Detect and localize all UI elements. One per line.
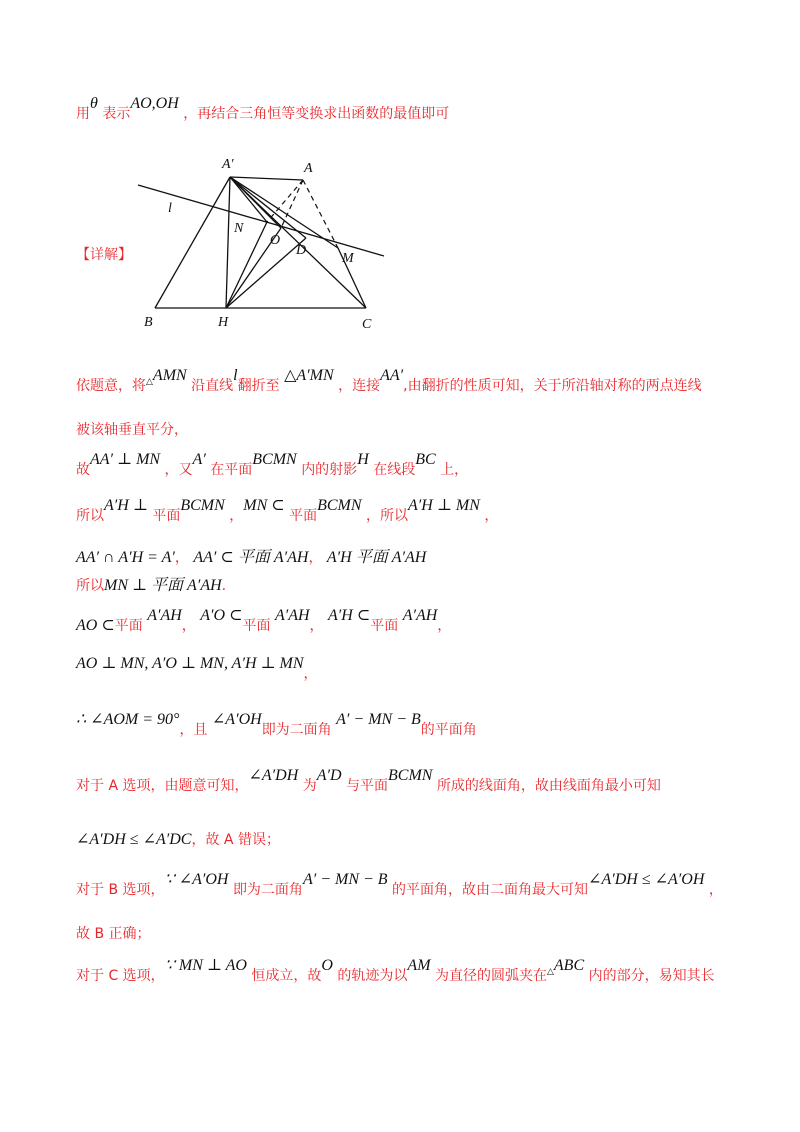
- geometry-diagram: [130, 150, 400, 335]
- segment-A1-M: [230, 177, 338, 248]
- label-H: H: [218, 315, 229, 330]
- segment-H-N: [226, 222, 267, 308]
- text-line-2: 依题意，将△AMN 沿直线l翻折至 △A′MN ，连接AA′,由翻折的性质可知，关于所沿轴对称的两点连线: [76, 367, 702, 394]
- text-line-9: AO ⊥ MN, A′O ⊥ MN, A′H ⊥ MN，: [76, 655, 318, 682]
- label-M: M: [342, 251, 354, 266]
- segment-A1-A: [230, 177, 303, 180]
- label-O: O: [270, 233, 281, 248]
- text-line-8: AO ⊂平面 A′AH， A′O ⊂平面 A′AH， A′H ⊂平面 A′AH，: [76, 607, 452, 634]
- segment-A1-B: [155, 177, 230, 308]
- text-line-15: 对于 C 选项，∵ MN ⊥ AO 恒成立，故O 的轨迹为以AM 为直径的圆弧夹在△ABC 内的部分，易知其长: [76, 957, 715, 984]
- segment-H-D: [226, 238, 306, 308]
- text-line-5: 所以A′H ⊥ 平面BCMN ，MN ⊂ 平面BCMN ，所以A′H ⊥ MN ，: [76, 497, 499, 524]
- text-line-12: ∠A′DH ≤ ∠A′DC，故 A 错误；: [76, 831, 280, 848]
- text-line-6: AA′ ∩ A′H = A′， AA′ ⊂ 平面 A′AH， A′H 平面 A′AH: [76, 549, 427, 566]
- theta-symbol: θ: [90, 95, 98, 112]
- label-C: C: [362, 317, 372, 332]
- label-B: B: [144, 315, 153, 330]
- text-line-11: 对于 A 选项，由题意可知，∠A′DH 为A′D 与平面BCMN 所成的线面角，故由线面角最小可知: [76, 767, 661, 794]
- text-line-7: 所以MN ⊥ 平面 A′AH.: [76, 577, 227, 594]
- text-line-13: 对于 B 选项，∵ ∠A′OH 即为二面角A′ − MN − B 的平面角，故由二面角最大可知∠A′DH ≤ ∠A′OH ，: [76, 871, 723, 898]
- label-A1: A′: [222, 157, 234, 172]
- label-D: D: [296, 243, 307, 258]
- label-N: N: [234, 221, 244, 236]
- text-line-4: 故AA′ ⊥ MN ，又A′ 在平面BCMN 内的射影H 在线段BC 上，: [76, 451, 469, 478]
- text-line-10: ∴ ∠AOM = 90°，且 ∠A′OH即为二面角 A′ − MN − B的平面角: [76, 711, 477, 738]
- line-l: [138, 185, 384, 256]
- text-line-3: 被该轴垂直平分，: [76, 422, 188, 438]
- dashed-A-N: [267, 180, 303, 222]
- label-l: l: [168, 201, 172, 216]
- segment-A1-N: [230, 177, 267, 222]
- intro-line: 用θ 表示AO,OH ，再结合三角恒等变换求出函数的最值即可: [76, 95, 450, 122]
- text-line-14: 故 B 正确；: [76, 926, 151, 942]
- label-A: A: [304, 161, 313, 176]
- detail-heading: 【详解】: [76, 247, 132, 263]
- segment-A1-H: [226, 177, 230, 308]
